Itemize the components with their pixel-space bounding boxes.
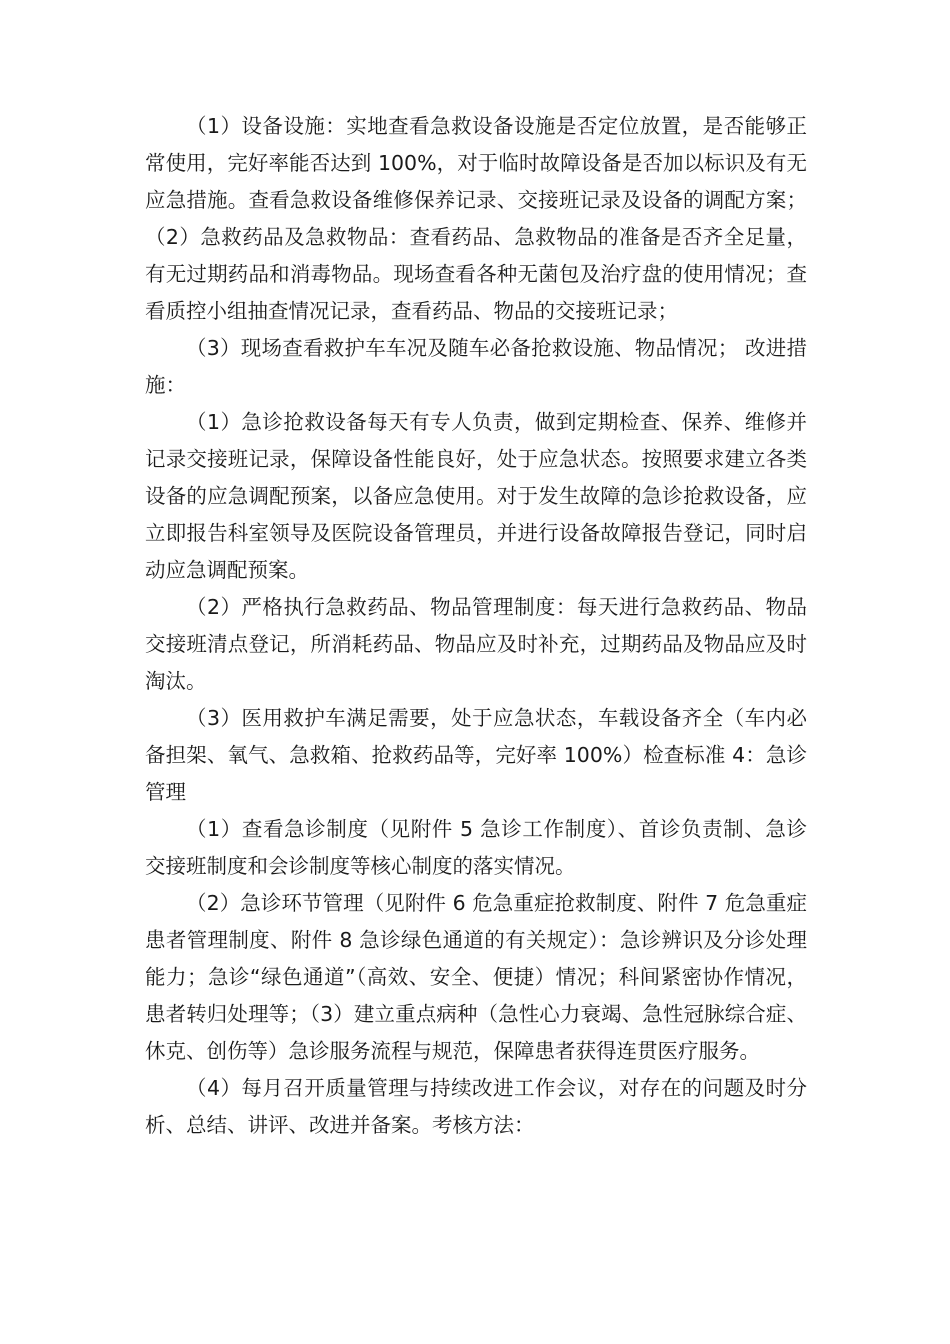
- paragraph-ambulance-check: （3）现场查看救护车车况及随车必备抢救设施、物品情况； 改进措施：: [145, 336, 807, 397]
- paragraph-monthly-meeting: （4）每月召开质量管理与持续改进工作会议，对存在的问题及时分析、总结、讲评、改进并备案。考核方法：: [145, 1076, 807, 1137]
- paragraph-ambulance-standard: （3）医用救护车满足需要，处于应急状态，车载设备齐全（车内必备担架、氧气、急救箱、抢救药品等，完好率 100%）检查标准 4：急诊管理: [145, 706, 807, 804]
- document-page: [145, 108, 807, 1144]
- paragraph-emergency-process: （2）急诊环节管理（见附件 6 危急重症抢救制度、附件 7 危急重症患者管理制度、附件 8 急诊绿色通道的有关规定）：急诊辨识及分诊处理能力；急诊“绿色通道”（高效、安全、便捷）情况；科间紧密协作情况，患者转归处理等；（3）建立重点病种（急性心力衰竭、急性冠脉综合症、休克、创伤等）急诊服务流程与规范，保障患者获得连贯医疗服务。: [145, 891, 807, 1063]
- paragraph-drug-management: （2）严格执行急救药品、物品管理制度：每天进行急救药品、物品交接班清点登记，所消耗药品、物品应及时补充，过期药品及物品应及时淘汰。: [145, 595, 807, 693]
- paragraph-emergency-system: （1）查看急诊制度（见附件 5 急诊工作制度）、首诊负责制、急诊交接班制度和会诊制度等核心制度的落实情况。: [145, 817, 807, 878]
- paragraph-equipment-facilities: （1）设备设施：实地查看急救设备设施是否定位放置，是否能够正常使用，完好率能否达到 100%，对于临时故障设备是否加以标识及有无应急措施。查看急救设备维修保养记录、交接班记录及设备的调配方案；（2）急救药品及急救物品：查看药品、急救物品的准备是否齐全足量，有无过期药品和消毒物品。现场查看各种无菌包及治疗盘的使用情况；查看质控小组抽查情况记录，查看药品、物品的交接班记录；: [145, 114, 807, 323]
- paragraph-equipment-maintenance: （1）急诊抢救设备每天有专人负责，做到定期检查、保养、维修并记录交接班记录，保障设备性能良好，处于应急状态。按照要求建立各类设备的应急调配预案，以备应急使用。对于发生故障的急诊抢救设备，应立即报告科室领导及医院设备管理员，并进行设备故障报告登记，同时启动应急调配预案。: [145, 410, 807, 582]
